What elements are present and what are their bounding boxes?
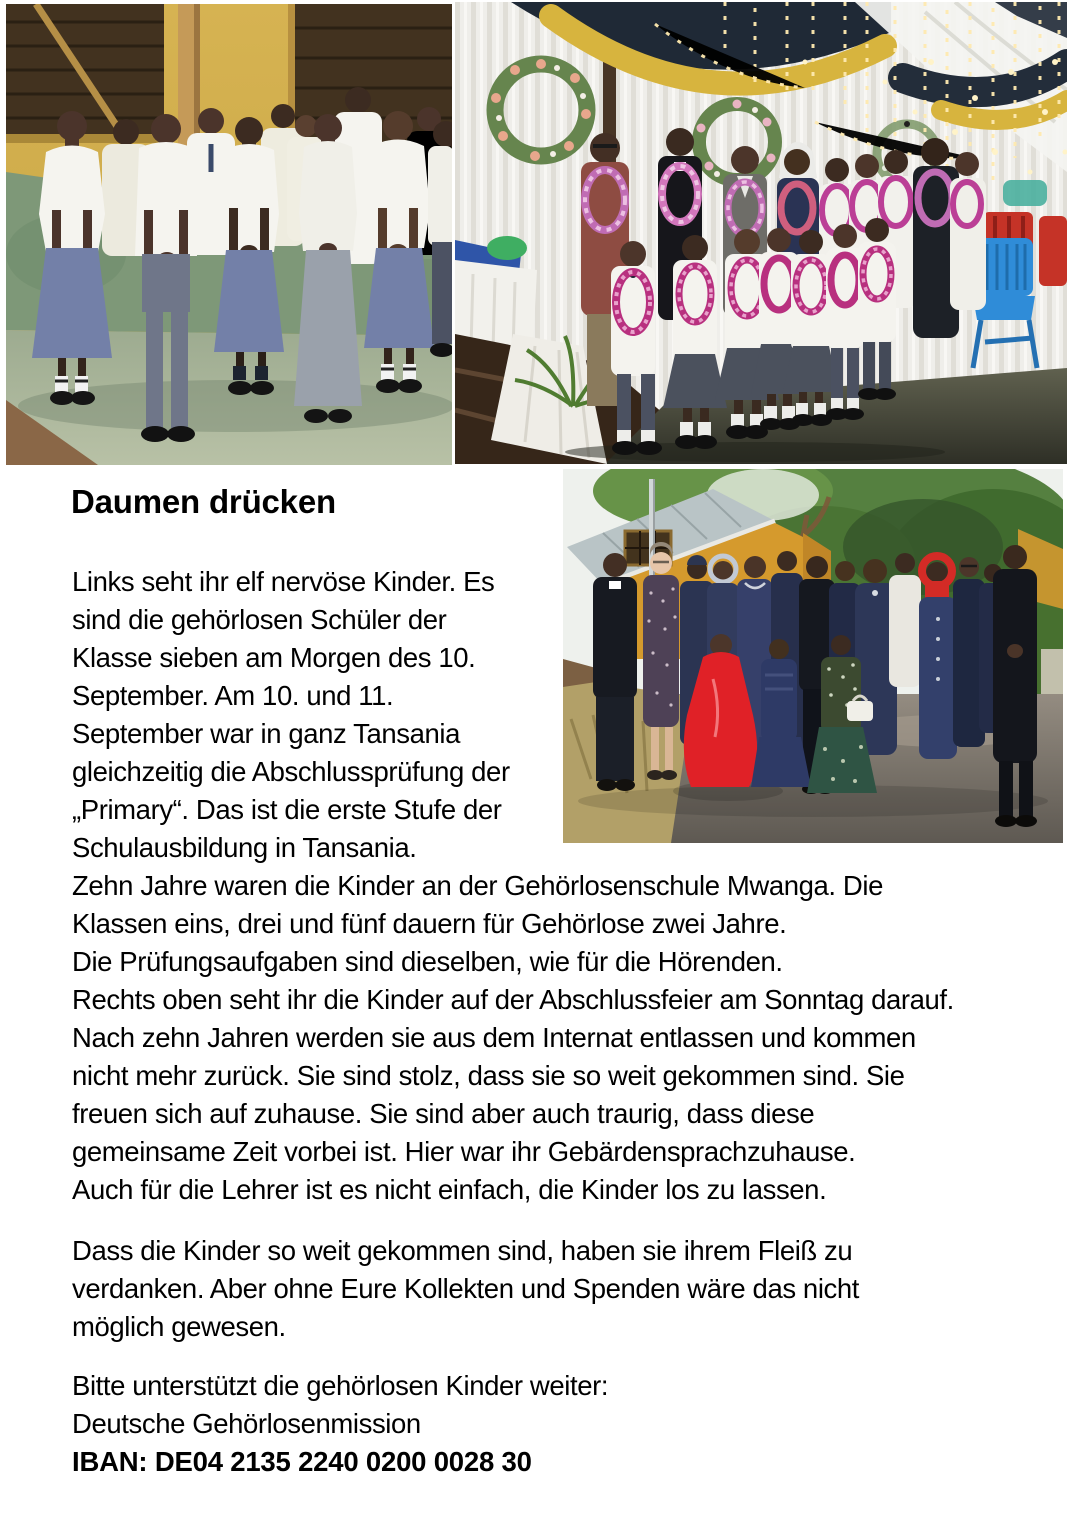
text-line: gleichzeitig die Abschlussprüfung der — [72, 756, 510, 787]
text-line: gemeinsame Zeit vorbei ist. Hier war ihr Gebärdensprachzuhause. — [72, 1136, 856, 1167]
text-line: freuen sich auf zuhause. Sie sind aber auch traurig, dass diese — [72, 1098, 815, 1129]
text-line: nicht mehr zurück. Sie sind stolz, dass sie so weit gekommen sind. Sie — [72, 1060, 905, 1091]
iban-line: IBAN: DE04 2135 2240 0200 0028 30 — [72, 1446, 532, 1477]
text-line: sind die gehörlosen Schüler der — [72, 604, 447, 635]
text-line: Klassen eins, drei und fünf dauern für Gehörlose zwei Jahre. — [72, 908, 787, 939]
text-line: Links seht ihr elf nervöse Kinder. Es — [72, 566, 495, 597]
text-line: möglich gewesen. — [72, 1311, 286, 1342]
text-line: Schulausbildung in Tansania. — [72, 832, 417, 863]
text-line: Rechts oben seht ihr die Kinder auf der Abschlussfeier am Sonntag darauf. — [72, 984, 954, 1015]
text-line: Zehn Jahre waren die Kinder an der Gehörlosenschule Mwanga. Die — [72, 870, 883, 901]
photo-students-front-of-school — [6, 4, 452, 465]
text-line: Auch für die Lehrer ist es nicht einfach, die Kinder los zu lassen. — [72, 1174, 827, 1205]
paragraph-main — [72, 563, 954, 1209]
paragraph-support — [72, 1367, 608, 1443]
text-line: September war in ganz Tansania — [72, 718, 461, 749]
photo-graduation-ceremony — [455, 2, 1067, 464]
text-line: „Primary“. Das ist die erste Stufe der — [72, 794, 502, 825]
text-line: Deutsche Gehörlosenmission — [72, 1408, 421, 1439]
text-line: Die Prüfungsaufgaben sind dieselben, wie für die Hörenden. — [72, 946, 783, 977]
paragraph-thanks — [72, 1232, 859, 1346]
text-line: September. Am 10. und 11. — [72, 680, 394, 711]
text-line: Klasse sieben am Morgen des 10. — [72, 642, 476, 673]
text-line: Bitte unterstützt die gehörlosen Kinder weiter: — [72, 1370, 609, 1401]
text-line: Dass die Kinder so weit gekommen sind, haben sie ihrem Fleiß zu — [72, 1235, 853, 1266]
text-line: verdanken. Aber ohne Eure Kollekten und Spenden wäre das nicht — [72, 1273, 860, 1304]
article-title: Daumen drücken — [71, 483, 336, 520]
text-line: Nach zehn Jahren werden sie aus dem Internat entlassen und kommen — [72, 1022, 916, 1053]
